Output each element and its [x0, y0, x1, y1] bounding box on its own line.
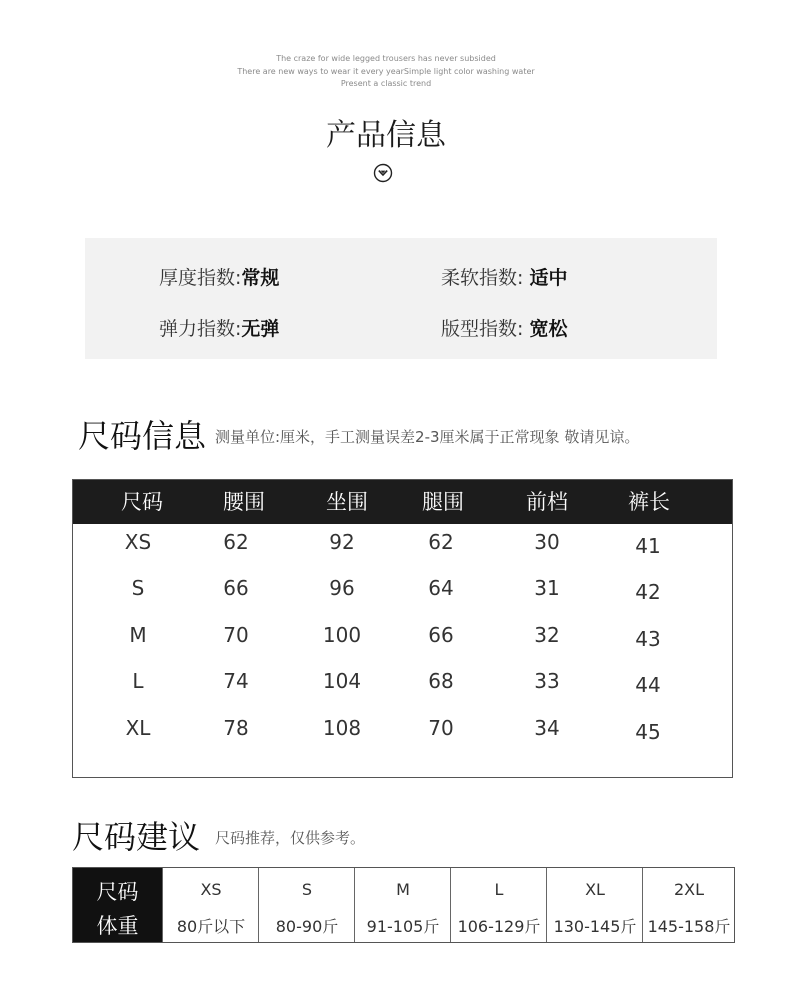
product-info-title: 产品信息	[326, 118, 446, 153]
measure-cell: 66	[223, 576, 249, 600]
rec-size: M	[396, 880, 410, 899]
measure-cell: 43	[635, 627, 661, 651]
size-table-header	[73, 480, 732, 524]
size-cell: S	[131, 576, 145, 600]
measure-cell: 62	[428, 530, 454, 554]
rec-row-labels	[73, 868, 162, 942]
size-cell: XS	[124, 530, 152, 554]
rec-weight: 145-158斤	[647, 917, 731, 936]
measure-cell: 42	[635, 580, 661, 604]
header-length: 裤长	[628, 490, 670, 514]
measure-cell: 32	[534, 623, 560, 647]
rec-weight: 130-145斤	[553, 917, 637, 936]
header-thigh: 腿围	[422, 490, 464, 514]
rec-weight: 106-129斤	[457, 917, 541, 936]
info-fit-label: 版型指数:	[441, 318, 524, 340]
rec-column	[258, 868, 355, 942]
measure-cell: 62	[223, 530, 249, 554]
info-elasticity-label: 弹力指数:	[159, 318, 242, 340]
measure-cell: 74	[223, 669, 249, 693]
size-rec-title: 尺码建议	[72, 818, 201, 856]
rec-column	[546, 868, 643, 942]
size-cell: XL	[125, 716, 151, 740]
product-info-panel	[85, 238, 717, 359]
measure-cell: 45	[635, 720, 661, 744]
rec-weight: 80斤以下	[176, 917, 246, 936]
measure-cell: 30	[534, 530, 560, 554]
measure-cell: 108	[322, 716, 362, 740]
measure-cell: 70	[428, 716, 454, 740]
rec-weight: 80-90斤	[275, 917, 339, 936]
info-softness-value: 适中	[529, 267, 568, 289]
rec-size: XL	[585, 880, 605, 899]
size-info-title: 尺码信息	[78, 417, 207, 455]
measure-cell: 44	[635, 673, 661, 697]
rec-weight: 91-105斤	[366, 917, 440, 936]
measure-cell: 41	[635, 534, 661, 558]
info-elasticity	[159, 314, 279, 341]
tagline-line-1: The craze for wide legged trousers has never subsided	[276, 54, 496, 63]
info-softness-label: 柔软指数:	[441, 267, 524, 289]
size-cell: L	[132, 669, 144, 693]
chevron-down-icon	[373, 163, 393, 183]
rec-column	[450, 868, 547, 942]
size-rec-note: 尺码推荐，仅供参考。	[215, 829, 366, 847]
size-table	[72, 479, 733, 778]
rec-size: S	[301, 880, 313, 899]
rec-label-size: 尺码	[96, 880, 139, 904]
measure-cell: 31	[534, 576, 560, 600]
tagline-line-2: There are new ways to wear it every yearSimple light color washing water	[237, 67, 535, 76]
rec-column	[162, 868, 259, 942]
measure-cell: 68	[428, 669, 454, 693]
measure-cell: 100	[322, 623, 362, 647]
rec-size: 2XL	[673, 880, 705, 899]
measure-cell: 34	[534, 716, 560, 740]
rec-column	[354, 868, 451, 942]
size-rec-table	[72, 867, 735, 943]
info-thickness-label: 厚度指数:	[159, 267, 242, 289]
rec-label-weight: 体重	[96, 914, 139, 938]
header-hip: 坐围	[326, 490, 368, 514]
size-cell: M	[129, 623, 147, 647]
measure-cell: 64	[428, 576, 454, 600]
header-size: 尺码	[121, 490, 163, 514]
rec-column	[642, 868, 735, 942]
header-front-rise: 前档	[526, 490, 568, 514]
info-thickness-value: 常规	[241, 267, 280, 289]
info-fit-value: 宽松	[529, 318, 568, 340]
rec-size: XS	[200, 880, 222, 899]
measure-cell: 104	[322, 669, 362, 693]
measure-cell: 70	[223, 623, 249, 647]
size-info-note: 测量单位:厘米，手工测量误差2-3厘米属于正常现象 敬请见谅。	[215, 428, 640, 446]
info-fit	[441, 314, 567, 341]
info-thickness	[159, 263, 279, 290]
tagline-line-3: Present a classic trend	[340, 79, 432, 88]
measure-cell: 78	[223, 716, 249, 740]
measure-cell: 92	[329, 530, 355, 554]
rec-size: L	[494, 880, 504, 899]
header-waist: 腰围	[223, 490, 265, 514]
info-softness	[441, 263, 567, 290]
measure-cell: 96	[329, 576, 355, 600]
measure-cell: 33	[534, 669, 560, 693]
info-elasticity-value: 无弹	[241, 318, 280, 340]
measure-cell: 66	[428, 623, 454, 647]
